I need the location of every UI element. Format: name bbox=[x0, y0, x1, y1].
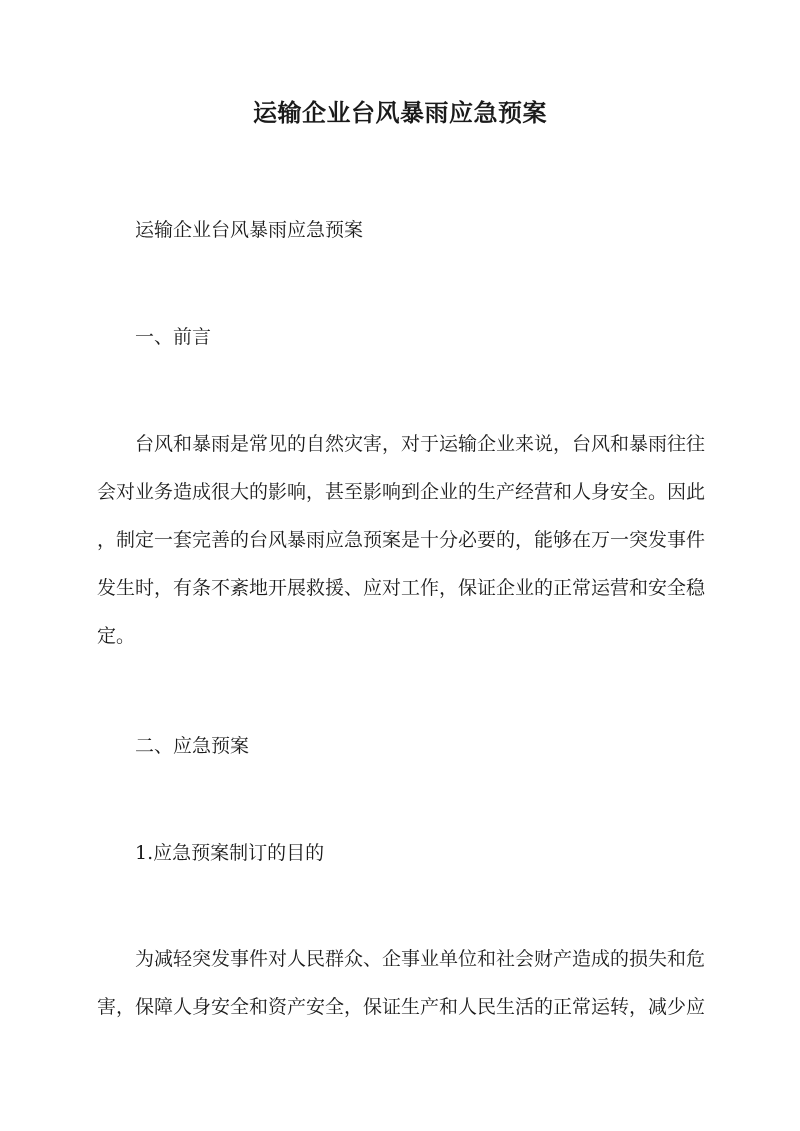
section-heading-preface: 一、前言 bbox=[135, 326, 212, 348]
paragraph-line: 为减轻突发事件对人民群众、企事业单位和社会财产造成的损失和危 bbox=[135, 948, 706, 970]
document-subtitle: 运输企业台风暴雨应急预案 bbox=[135, 219, 364, 241]
paragraph-line: 害，保障人身安全和资产安全，保证生产和人民生活的正常运转，减少应 bbox=[97, 996, 706, 1018]
document-title: 运输企业台风暴雨应急预案 bbox=[253, 98, 547, 127]
paragraph-line: 台风和暴雨是常见的自然灾害，对于运输企业来说，台风和暴雨往往 bbox=[135, 433, 706, 455]
paragraph-line: ，制定一套完善的台风暴雨应急预案是十分必要的，能够在万一突发事件 bbox=[97, 529, 706, 551]
section-heading-emergency-plan: 二、应急预案 bbox=[135, 735, 250, 757]
paragraph-line: 会对业务造成很大的影响，甚至影响到企业的生产经营和人身安全。因此 bbox=[97, 481, 706, 503]
subsection-heading-purpose: 1.应急预案制订的目的 bbox=[135, 842, 325, 864]
paragraph-line: 定。 bbox=[97, 625, 136, 647]
paragraph-line: 发生时，有条不紊地开展救援、应对工作，保证企业的正常运营和安全稳 bbox=[97, 577, 706, 599]
